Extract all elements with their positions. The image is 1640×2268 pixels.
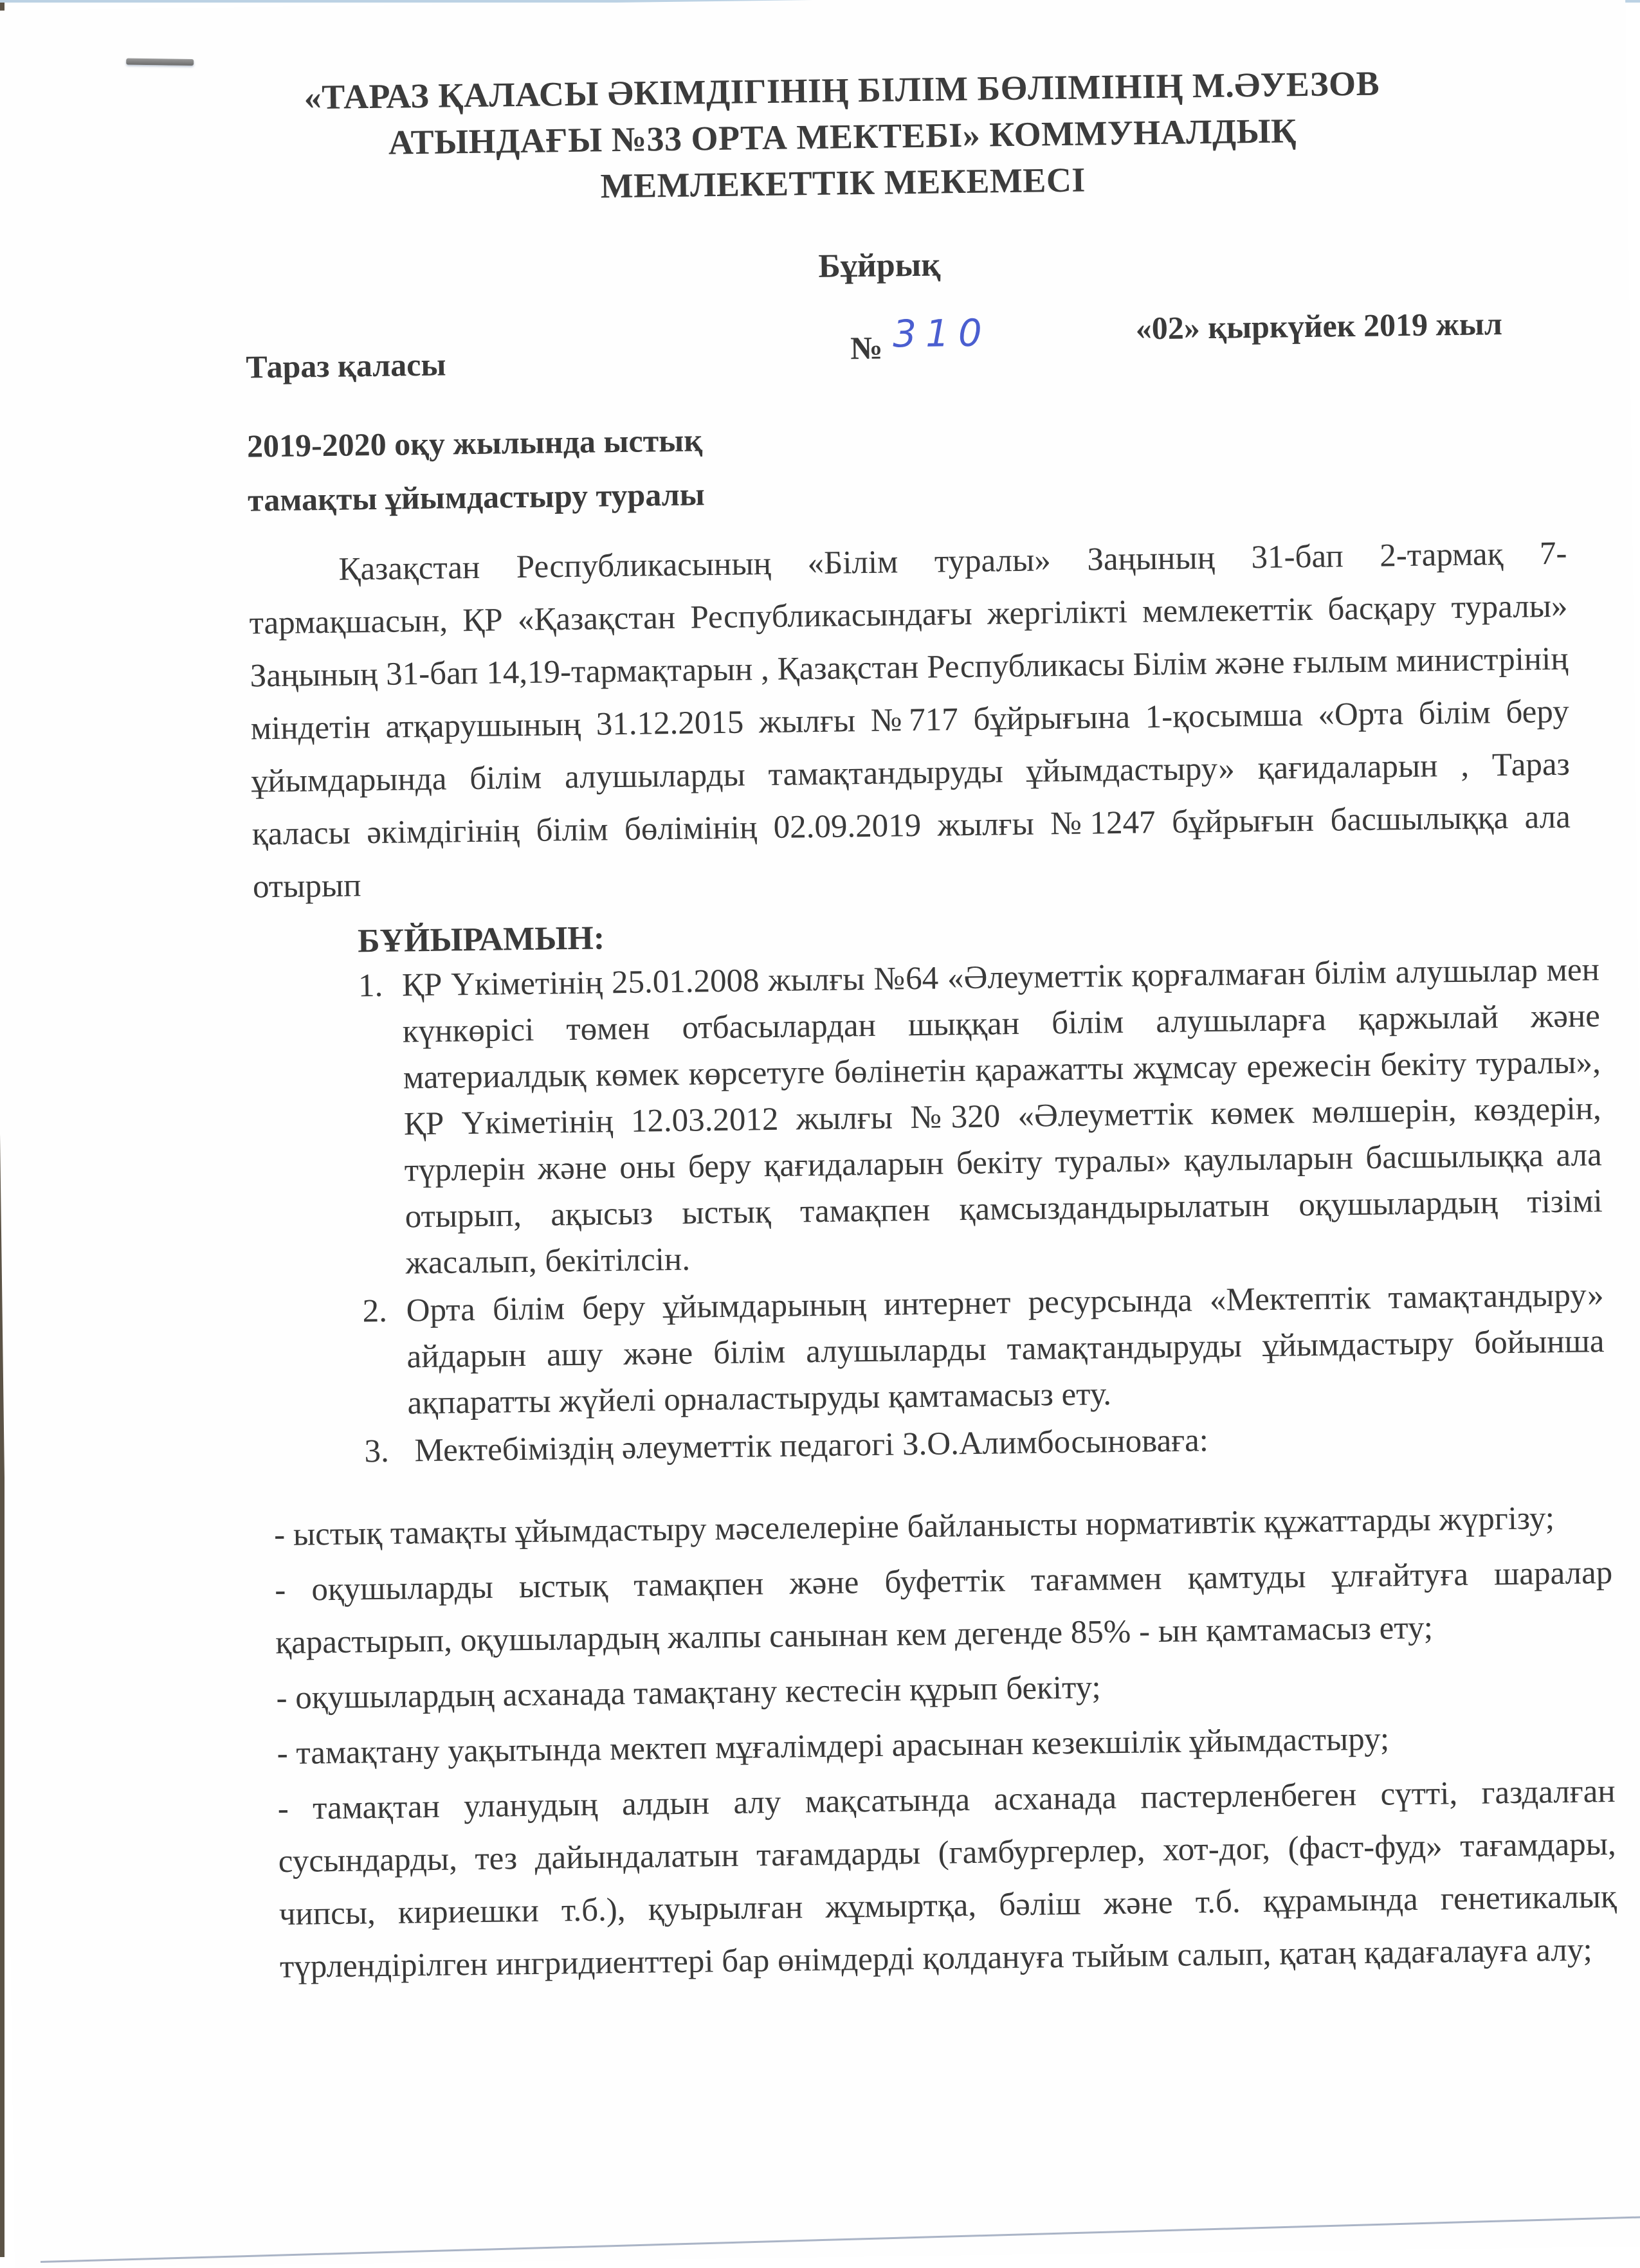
number-sign: № [850,329,883,367]
responsibility-item: - тамақтан уланудың алдын алу мақсатында асханада пастерленбеген сүтті, газдалған сусындарды, тез дайындалатын тағамдарды (гамбургерлер, хот-дог, (фаст-фуд» тағамдары, чипсы, кириешки т.б.), қуырылған жұмыртқа, бәліш және т.б. құрамында генетикалық түрлендірілген ингридиенттері бар өнімдерді қолдануға тыйым салып, қатаң қадағалауға алу; [277,1773,1617,1986]
item-text: Мектебіміздің әлеуметтік педагогі З.О.Алимбосыноваға: [414,1422,1209,1469]
item-number: 1. [358,967,383,1004]
page-bottom-edge [41,2216,1640,2263]
item-text: Орта білім беру ұйымдарының интернет ресурсында «Мектептік тамақтандыру» айдарын ашу және білім алушыларды тамақтандыруды ұйымдастыру бойынша ақпаратты жүйелі орналастыруды қамтамасыз ету. [406,1277,1605,1422]
city-label: Тараз қаласы [246,346,446,385]
order-date: «02» қыркүйек 2019 жыл [1135,305,1503,347]
title-line-1: «ТАРАЗ ҚАЛАСЫ ӘКІМДІГІНІҢ БІЛІМ БӨЛІМІНІҢ М.ӘУЕЗОВ [304,64,1380,117]
responsibility-item: - ыстық тамақты ұйымдастыру мәселелеріне байланысты нормативтік құжаттарды жүргізу; [273,1500,1555,1554]
item-text: ҚР Үкіметінің 25.01.2008 жылғы №64 «Әлеуметтік қорғалмаған білім алушылар мен күнкөрісі төмен отбасылардан шыққан білім алушыларға қаржылай және материалдық көмек көрсетуге бөлінетін қаражатты жұмсау ережесін бекіту туралы», ҚР Үкіметінің 12.03.2012 жылғы №320 «Әлеуметтік көмек мөлшерін, көздерін, түрлерін және оны беру қағидаларын бекіту туралы» қаулыларын басшылыққа ала отырып, ақысыз ыстық тамақпен қамсыздандырылатын оқушылардың тізімі жасалып, бекітілсін. [401,952,1603,1282]
responsibility-item: - тамақтану уақытында мектеп мұғалімдері арасынан кезекшілік ұйымдастыру; [277,1721,1390,1772]
subject-line-2: тамақты ұйымдастыру туралы [247,476,706,518]
staple-mark [126,59,194,66]
item-number: 2. [362,1293,388,1330]
decree-item [362,1272,1605,1427]
responsibility-item: - оқушыларды ыстық тамақпен және буфеттік тағаммен қамтуды ұлғайтуға шаралар қарастырып, оқушылардың жалпы санынан кем дегенде 85% - ын қамтамасыз ету; [274,1554,1613,1662]
item-number: 3. [364,1433,390,1470]
order-number [850,311,992,368]
preamble-paragraph: Қазақстан Республикасының «Білім туралы» Заңының 31-бап 2-тармақ 7-тармақшасын, ҚР «Қазақстан Республикасындағы жергілікті мемлекеттік басқару туралы» Заңының 31-бап 14,19-тармақтарын , Қазақстан Республикасы Білім және ғылым министрінің міндетін атқарушының 31.12.2015 жылғы №717 бұйрығына 1-қосымша «Орта білім беру ұйымдарында білім алушыларды тамақтандыруды ұйымдастыру» қағидаларын , Тараз қаласы әкімдігінің білім бөлімінің 02.09.2019 жылғы №1247 бұйрығын басшылыққа ала отырып [249,535,1571,905]
title-line-3: МЕМЛЕКЕТТІК МЕКЕМЕСІ [600,160,1086,206]
responsibility-item: - оқушылардың асханада тамақтану кестесін құрып бекіту; [276,1669,1101,1717]
handwritten-order-number: 310 [892,311,992,356]
decree-heading: БҰЙЫРАМЫН: [357,920,605,960]
order-subject [246,413,705,527]
subject-line-1: 2019-2020 оқу жылында ыстық [246,422,703,464]
decree-items [358,947,1606,1476]
decree-item [358,947,1603,1287]
institution-title [230,59,1454,214]
title-line-2: АТЫНДАҒЫ №33 ОРТА МЕКТЕБІ» КОММУНАЛДЫҚ [388,111,1297,162]
document-type: Бұйрық [818,246,941,285]
responsibilities-list [274,1491,1618,1996]
